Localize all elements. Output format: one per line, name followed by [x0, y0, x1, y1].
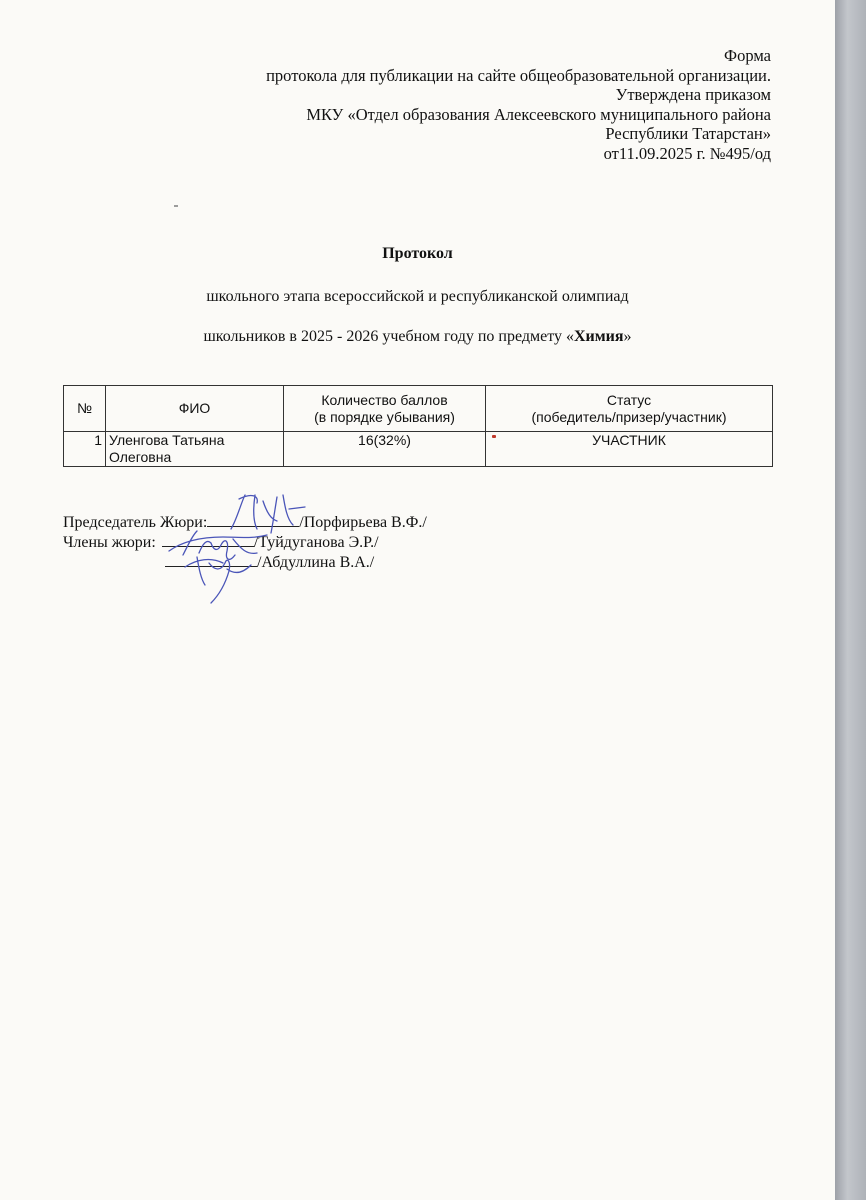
member1-name: /Туйдуганова Э.Р./: [253, 534, 379, 551]
cell-fio: [106, 432, 284, 467]
chair-label: Председатель Жюри:: [63, 514, 208, 531]
subject-name: Химия: [574, 328, 624, 345]
header-line-form: Форма: [724, 46, 771, 65]
table-row: [64, 432, 773, 467]
scan-speck: [174, 205, 178, 207]
header-line-republic: Республики Татарстан»: [605, 124, 771, 144]
signature-block: [63, 511, 427, 571]
cell-fio-line2: Олеговна: [109, 449, 172, 465]
member1-signature-row: [63, 531, 427, 551]
header-line-department: МКУ «Отдел образования Алексеевского муниципального района: [306, 104, 771, 124]
header-line-order-date: от11.09.2025 г. №495/од: [603, 143, 771, 163]
table-header-row: [64, 386, 773, 432]
header-fio: ФИО: [106, 386, 284, 432]
document-subtitle-line1: школьного этапа всероссийской и республиканской олимпиад: [206, 288, 629, 305]
header-num: №: [64, 386, 106, 432]
header-score-line1: Количество баллов: [321, 391, 448, 408]
header-line-purpose: протокола для публикации на сайте общеобразовательной организации.: [266, 65, 771, 85]
cell-score: 16(32%): [284, 432, 486, 467]
header-status-line2: (победитель/призер/участник): [531, 408, 727, 425]
member1-signature-line: [162, 531, 254, 547]
cell-num: 1: [64, 432, 106, 467]
scan-edge: [835, 0, 866, 1200]
chair-signature-row: [63, 511, 427, 531]
header-line-approved: Утверждена приказом: [615, 85, 771, 105]
cell-status-text: УЧАСТНИК: [592, 432, 666, 448]
header-score-line2: (в порядке убывания): [314, 408, 455, 425]
document-subtitle-line2: [0, 328, 835, 346]
member2-signature-row: [63, 551, 427, 571]
header-status: [486, 386, 773, 432]
member2-name: /Абдуллина В.А./: [257, 554, 375, 571]
subtitle-suffix: »: [623, 328, 632, 345]
approval-header: [266, 46, 771, 164]
members-label: Члены жюри:: [63, 534, 156, 551]
member2-signature-line: [165, 551, 257, 567]
header-status-line1: Статус: [606, 391, 652, 408]
header-score: [284, 386, 486, 432]
chair-name: /Порфирьева В.Ф./: [299, 514, 427, 531]
cell-fio-line1: Уленгова Татьяна: [109, 432, 225, 448]
results-table: [63, 385, 773, 467]
chair-signature-line: [207, 511, 299, 527]
subtitle-prefix: школьников в 2025 - 2026 учебном году по предмету «: [203, 328, 574, 345]
ink-speck: [492, 435, 496, 438]
cell-status: [486, 432, 773, 467]
document-title: Протокол: [382, 245, 453, 262]
